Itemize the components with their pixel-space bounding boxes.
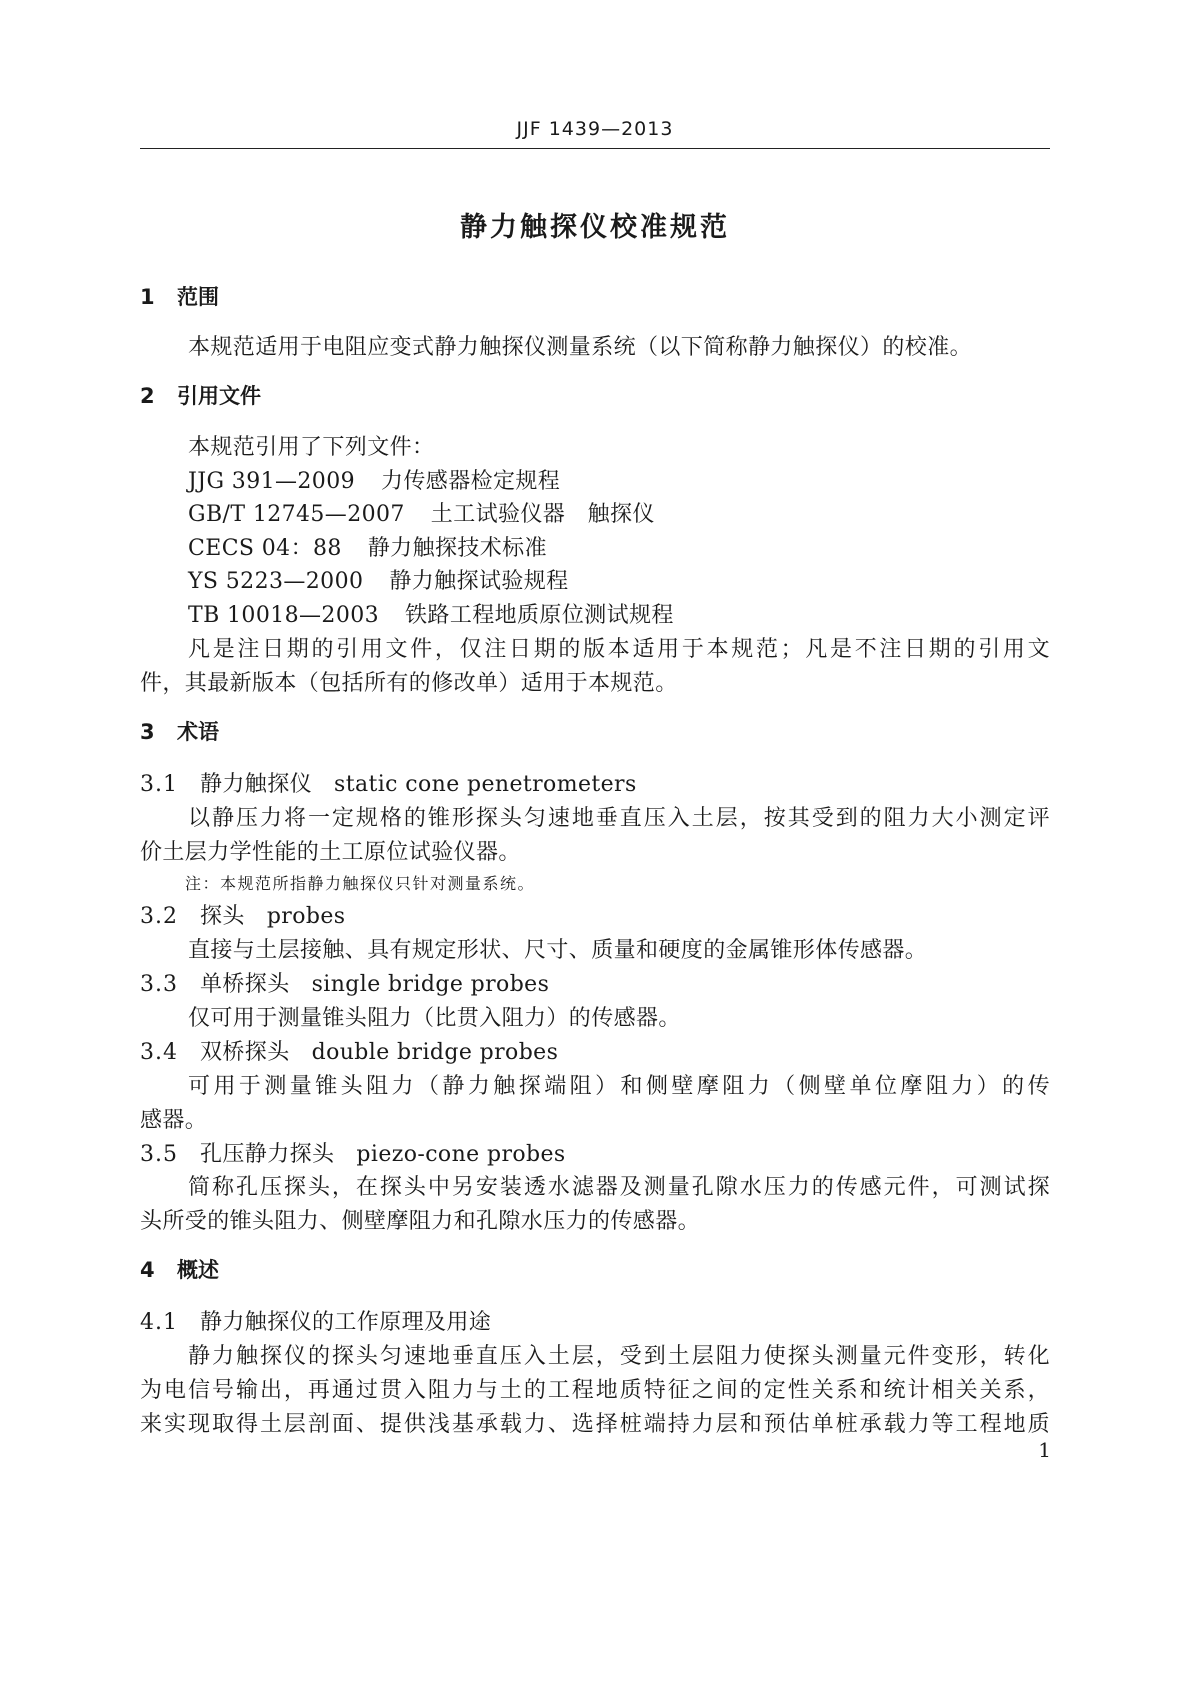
term-3-4-heading: 3.4 双桥探头 double bridge probes: [140, 1040, 559, 1065]
term-3-1-definition: 价土层力学性能的土工原位试验仪器。: [140, 840, 521, 865]
clause-4-1-text: 为电信号输出，再通过贯入阻力与土的工程地质特征之间的定性关系和统计相关关系，: [140, 1378, 1050, 1403]
clause-4-1-heading: 4.1 静力触探仪的工作原理及用途: [140, 1310, 492, 1335]
section-2-heading: 2 引用文件: [140, 384, 261, 408]
term-3-1-note: 注：本规范所指静力触探仪只针对测量系统。: [185, 874, 536, 893]
term-3-3-definition: 仅可用于测量锥头阻力（比贯入阻力）的传感器。: [188, 1006, 681, 1031]
clause-4-1-text: 静力触探仪的探头匀速地垂直压入土层，受到土层阻力使探头测量元件变形，转化: [188, 1344, 1050, 1369]
term-3-5-definition: 头所受的锥头阻力、侧壁摩阻力和孔隙水压力的传感器。: [140, 1209, 701, 1234]
clause-4-1-text: 来实现取得土层剖面、提供浅基承载力、选择桩端持力层和预估单桩承载力等工程地质: [140, 1412, 1050, 1437]
reference-item: GB/T 12745—2007 土工试验仪器 触探仪: [188, 502, 655, 527]
term-3-1-definition: 以静压力将一定规格的锥形探头匀速地垂直压入土层，按其受到的阻力大小测定评: [188, 806, 1050, 831]
section-4-heading: 4 概述: [140, 1258, 219, 1282]
section-1-heading: 1 范围: [140, 285, 219, 309]
term-3-4-definition: 可用于测量锥头阻力（静力触探端阻）和侧壁摩阻力（侧壁单位摩阻力）的传: [188, 1074, 1050, 1099]
section-2-closing-line: 件，其最新版本（包括所有的修改单）适用于本规范。: [140, 671, 678, 696]
term-3-5-definition: 简称孔压探头，在探头中另安装透水滤器及测量孔隙水压力的传感元件，可测试探: [188, 1175, 1050, 1200]
page-number: 1: [1038, 1438, 1051, 1462]
term-3-2-definition: 直接与土层接触、具有规定形状、尺寸、质量和硬度的金属锥形体传感器。: [188, 938, 928, 963]
document-code-header: JJF 1439—2013: [516, 118, 674, 140]
term-3-4-definition: 感器。: [140, 1108, 208, 1133]
reference-item: TB 10018—2003 铁路工程地质原位测试规程: [188, 603, 674, 628]
reference-item: YS 5223—2000 静力触探试验规程: [188, 569, 569, 594]
reference-item: CECS 04：88 静力触探技术标准: [188, 536, 547, 561]
section-2-closing-line: 凡是注日期的引用文件，仅注日期的版本适用于本规范；凡是不注日期的引用文: [188, 637, 1050, 662]
document-title: 静力触探仪校准规范: [460, 212, 730, 243]
term-3-5-heading: 3.5 孔压静力探头 piezo-cone probes: [140, 1142, 566, 1167]
reference-item: JJG 391—2009 力传感器检定规程: [188, 469, 561, 494]
section-1-text: 本规范适用于电阻应变式静力触探仪测量系统（以下简称静力触探仪）的校准。: [188, 335, 973, 360]
header-rule: [140, 148, 1050, 149]
section-2-intro: 本规范引用了下列文件：: [188, 435, 435, 460]
section-3-heading: 3 术语: [140, 720, 219, 744]
term-3-2-heading: 3.2 探头 probes: [140, 904, 346, 929]
term-3-1-heading: 3.1 静力触探仪 static cone penetrometers: [140, 772, 637, 797]
term-3-3-heading: 3.3 单桥探头 single bridge probes: [140, 972, 550, 997]
